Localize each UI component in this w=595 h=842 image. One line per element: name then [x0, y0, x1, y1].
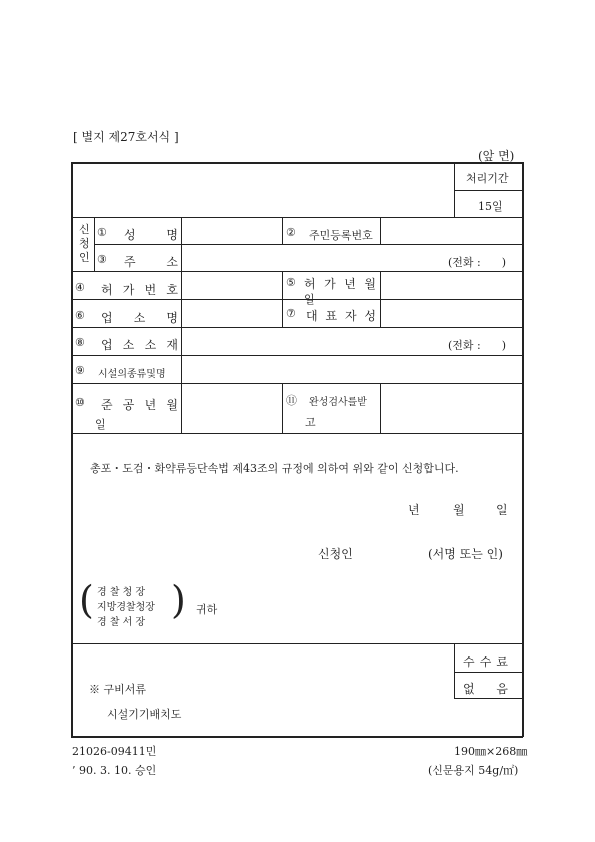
- applicant-label: 신청인: [318, 547, 353, 561]
- applicant-group-label: 신 청 인: [79, 223, 90, 264]
- permit-number-label: 허 가 번 호: [101, 283, 178, 297]
- completion-date-number: ⑩: [75, 396, 85, 409]
- facility-types-field[interactable]: [183, 357, 520, 381]
- recipients-left-paren: (: [79, 578, 94, 622]
- representative-field[interactable]: [382, 301, 520, 325]
- resident-number-label: 주민등록번호: [309, 229, 373, 242]
- name-number: ①: [97, 226, 107, 239]
- business-name-label: 업 소 명: [101, 311, 178, 325]
- address-label: 주 소: [124, 255, 178, 269]
- form-code: 21026-09411민: [72, 745, 157, 758]
- business-name-field[interactable]: [183, 301, 280, 325]
- business-location-phone: (전화 : ): [448, 339, 507, 352]
- fee-value: 없 음: [463, 682, 508, 696]
- business-location-field[interactable]: [183, 329, 443, 353]
- permit-number-number: ④: [75, 281, 85, 294]
- address-field[interactable]: [183, 246, 443, 270]
- form-number-label: [ 별지 제27호서식 ]: [73, 130, 179, 144]
- completion-date-label: 준 공 년 월: [101, 398, 178, 412]
- signature-label: (서명 또는 인): [428, 547, 503, 561]
- facility-types-label: 시설의종류및명: [98, 369, 166, 380]
- permit-number-field[interactable]: [183, 273, 280, 297]
- inspection-number: ⑪: [286, 394, 297, 407]
- recipients-list: [97, 585, 155, 630]
- address-number: ③: [97, 253, 107, 266]
- paper-size: 190㎜×268㎜: [454, 745, 528, 758]
- name-field[interactable]: [183, 219, 280, 243]
- business-location-label: 업 소 소 재: [101, 338, 178, 352]
- title-field[interactable]: [73, 164, 453, 216]
- recipient-police-commissioner: 경 찰 청 장: [97, 587, 146, 598]
- recipient-police-chief: 경 찰 서 장: [97, 617, 146, 628]
- representative-label: 대 표 자 성: [306, 309, 376, 323]
- permit-date-field[interactable]: [382, 273, 520, 297]
- processing-period-label: 처리기간: [466, 172, 509, 185]
- declaration-text: 총포・도검・화약류등단속법 제43조의 규정에 의하여 위와 같이 신청합니다.: [90, 462, 459, 475]
- fee-label: 수 수 료: [463, 655, 508, 669]
- inspection-label-cont: 고: [305, 416, 316, 429]
- permit-date-label: 허 가 년 월: [304, 277, 376, 291]
- permit-date-number: ⑤: [286, 276, 296, 289]
- inspection-label: 완성검사를받: [309, 397, 367, 408]
- recipients-right-paren: ): [171, 578, 186, 622]
- approval-date: ’ 90. 3. 10. 승인: [72, 764, 157, 777]
- facility-types-number: ⑨: [75, 364, 85, 377]
- honorific-label: 귀하: [196, 603, 218, 616]
- date-year-label: 년: [408, 503, 420, 517]
- representative-number: ⑦: [286, 307, 296, 320]
- business-location-number: ⑧: [75, 336, 85, 349]
- completion-date-field[interactable]: [183, 385, 280, 431]
- signature-field[interactable]: [365, 540, 423, 560]
- recipient-provincial-police: 지방경찰청장: [97, 602, 155, 613]
- date-day-label: 일: [496, 503, 508, 517]
- page-side-label: (앞 면): [478, 149, 515, 163]
- resident-number-field[interactable]: [382, 219, 520, 243]
- inspection-field[interactable]: [382, 385, 520, 431]
- name-label: 성 명: [124, 228, 178, 242]
- paper-type: (신문용지 54g/㎡): [428, 764, 519, 777]
- date-month-label: 월: [453, 503, 465, 517]
- required-documents-title: ※ 구비서류: [89, 683, 147, 696]
- processing-period-value: 15일: [478, 200, 503, 213]
- resident-number-number: ②: [286, 226, 296, 239]
- business-name-number: ⑥: [75, 309, 85, 322]
- required-document-item: 시설기기배치도: [107, 708, 182, 721]
- completion-date-label-cont: 일: [95, 418, 106, 431]
- permit-date-label-overflow: 일: [304, 293, 315, 306]
- address-phone: (전화 : ): [448, 256, 507, 269]
